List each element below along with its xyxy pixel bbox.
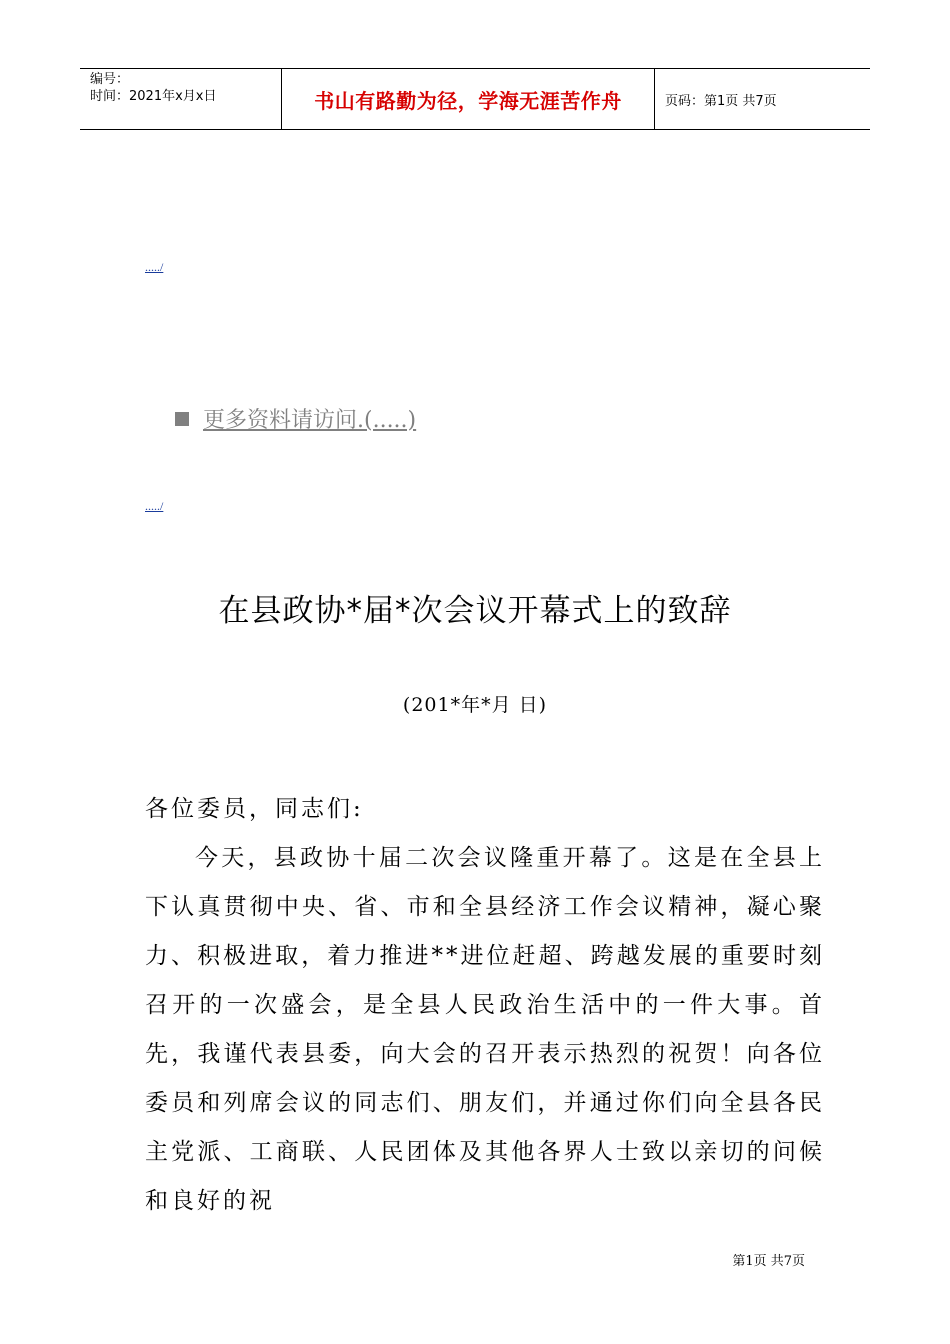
top-link[interactable]: ...../ xyxy=(145,260,164,274)
body-paragraph: 今天，县政协十届二次会议隆重开幕了。这是在全县上下认真贯彻中央、省、市和全县经济工作会议精神，凝心聚力、积极进取，着力推进**进位赶超、跨越发展的重要时刻召开的一次盛会，是全县人民政治生活中的一件大事。首先，我谨代表县委，向大会的召开表示热烈的祝贺！向各位委员和列席会议的同志们、朋友们，并通过你们向全县各民主党派、工商联、人民团体及其他各界人士致以亲切的问候和良好的祝 xyxy=(145,845,825,1214)
time-label: 时间：2021年x月x日 xyxy=(90,89,217,104)
number-label: 编号： xyxy=(90,72,130,87)
page-footer: 第1页 共7页 xyxy=(732,1254,805,1269)
header-motto: 书山有路勤为径，学海无涯苦作舟 xyxy=(282,69,655,129)
square-icon xyxy=(175,412,189,426)
more-info-line[interactable] xyxy=(175,403,416,434)
salutation: 各位委员，同志们: xyxy=(145,796,364,822)
document-body xyxy=(145,785,825,1226)
more-info-link[interactable]: 更多资料请访问.(.....) xyxy=(203,408,417,433)
header-page-info: 页码：第1页 共7页 xyxy=(665,93,777,109)
page-header xyxy=(80,68,870,130)
document-title: 在县政协*届*次会议开幕式上的致辞 xyxy=(218,593,732,629)
document-date: (201*年*月 日) xyxy=(402,694,548,716)
header-meta xyxy=(80,69,282,129)
second-link[interactable]: ...../ xyxy=(145,499,164,513)
